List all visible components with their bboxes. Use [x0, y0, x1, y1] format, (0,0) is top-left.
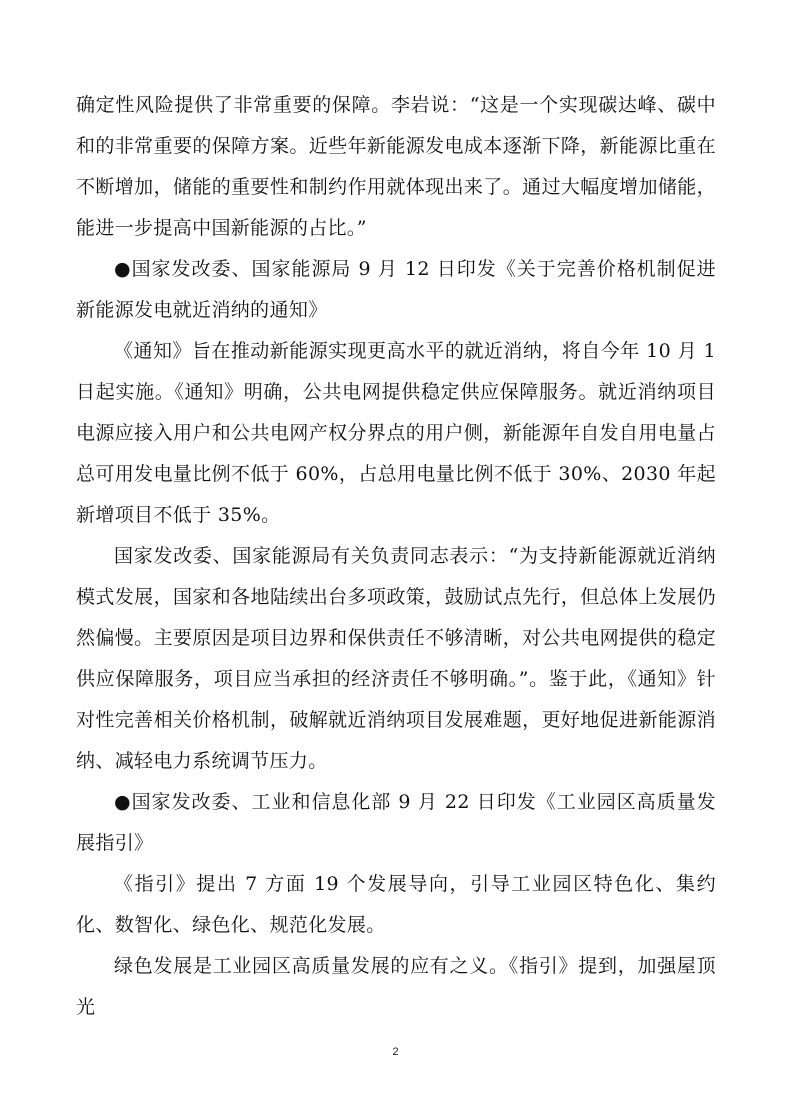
- document-body: [76, 85, 716, 1028]
- bullet-heading-industrial-park-guideline: ●国家发改委、工业和信息化部 9 月 22 日印发《工业园区高质量发展指引》: [76, 791, 716, 854]
- page-number: 2: [392, 1046, 399, 1058]
- bullet-heading-price-mechanism-notice: ●国家发改委、国家能源局 9 月 12 日印发《关于完善价格机制促进新能源发电就近消纳的通知》: [76, 258, 716, 321]
- paragraph-green-development: 绿色发展是工业园区高质量发展的应有之义。《指引》提到，加强屋顶光: [76, 955, 716, 1018]
- paragraph-continuation: 确定性风险提供了非常重要的保障。李岩说：“这是一个实现碳达峰、碳中和的非常重要的保障方案。近些年新能源发电成本逐渐下降，新能源比重在不断增加，储能的重要性和制约作用就体现出来了。通过大幅度增加储能，能进一步提高中国新能源的占比。”: [76, 94, 716, 239]
- paragraph-notice-summary: 《通知》旨在推动新能源实现更高水平的就近消纳，将自今年 10 月 1 日起实施。《通知》明确，公共电网提供稳定供应保障服务。就近消纳项目电源应接入用户和公共电网产权分界点的用户侧，新能源年自发自用电量占总可用发电量比例不低于 60%，占总用电量比例不低于 30%、2030 年起新增项目不低于 35%。: [76, 340, 716, 526]
- paragraph-guideline-summary: 《指引》提出 7 方面 19 个发展导向，引导工业园区特色化、集约化、数智化、绿色化、规范化发展。: [76, 873, 716, 936]
- paragraph-official-statement: 国家发改委、国家能源局有关负责同志表示：“为支持新能源就近消纳模式发展，国家和各地陆续出台多项政策，鼓励试点先行，但总体上发展仍然偏慢。主要原因是项目边界和保供责任不够清晰，对公共电网提供的稳定供应保障服务，项目应当承担的经济责任不够明确。”。鉴于此，《通知》针对性完善相关价格机制，破解就近消纳项目发展难题，更好地促进新能源消纳、减轻电力系统调节压力。: [76, 545, 716, 772]
